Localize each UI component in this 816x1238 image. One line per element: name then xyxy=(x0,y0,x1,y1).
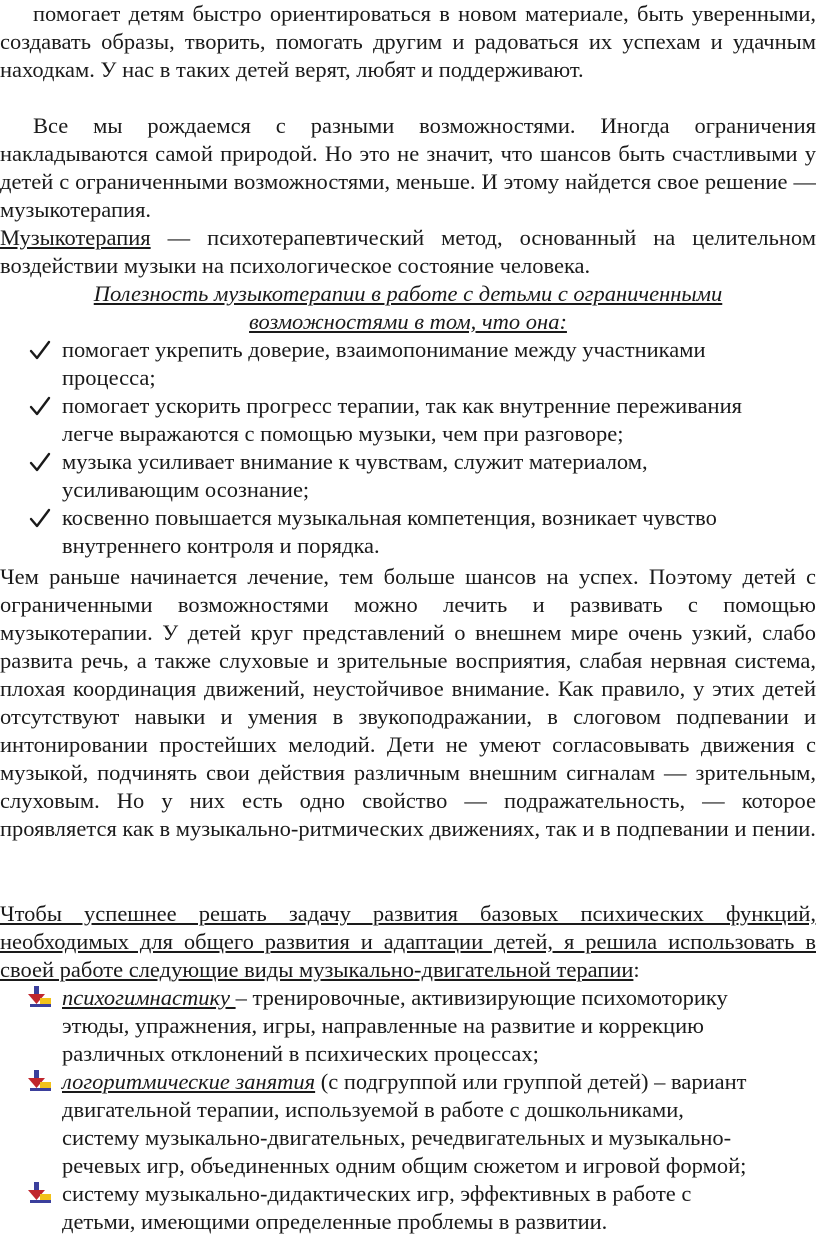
therapy-item-line-2: детьми, имеющими определенные проблемы в развитии. xyxy=(62,1209,608,1234)
definition-text: — психотерапевтический метод, основанный на целительном воздействии музыки на психологическое состояние человека. xyxy=(0,225,816,278)
check-icon xyxy=(28,336,52,364)
therapy-intro-underlined: Чтобы успешнее решать задачу развития базовых психических функций, необходимых для общего развития и адаптации детей, я решила использовать в своей работе следующие виды музыкально-двигательной терапии xyxy=(0,901,816,982)
therapy-item-line-2: двигательной терапии, используемой в работе с дошкольниками, xyxy=(62,1097,684,1122)
intro-paragraph-2: Все мы рождаемся с разными возможностями. Иногда ограничения накладываются самой природой. Но это не значит, что шансов быть счастливыми у детей с ограниченными возможностями, меньше. И этому найдется свое решение — музыкотерапия. xyxy=(0,113,816,222)
benefit-item xyxy=(62,392,816,448)
check-icon xyxy=(28,504,52,532)
intro-paragraph-1: помогает детям быстро ориентироваться в новом материале, быть уверенными, создавать образы, творить, помогать другим и радоваться их успехам и удачным находкам. У нас в таких детей верят, любят и поддерживают. xyxy=(0,1,816,82)
arrow-bullet-icon xyxy=(28,1070,52,1092)
benefit-item-line-2: внутреннего контроля и порядка. xyxy=(62,533,380,558)
benefits-heading-line-1: Полезность музыкотерапии в работе с детьми с ограниченными xyxy=(93,281,723,306)
benefit-item-line-2: процесса; xyxy=(62,365,156,390)
benefits-heading-line-2: возможностями в том, что она: xyxy=(249,309,567,334)
therapy-intro-tail: : xyxy=(633,957,640,982)
therapy-item xyxy=(62,1180,816,1236)
benefit-item xyxy=(62,448,816,504)
benefit-item-line-2: легче выражаются с помощью музыки, чем при разговоре; xyxy=(62,421,624,446)
benefit-item-line-1: музыка усиливает внимание к чувствам, служит материалом, xyxy=(62,449,648,474)
check-icon xyxy=(28,448,52,476)
benefit-item-line-1: помогает укрепить доверие, взаимопонимание между участниками xyxy=(62,337,706,362)
benefit-item-line-1: косвенно повышается музыкальная компетенция, возникает чувство xyxy=(62,505,717,530)
benefit-item-line-1: помогает ускорить прогресс терапии, так как внутренние переживания xyxy=(62,393,742,418)
benefit-item xyxy=(62,504,816,560)
therapy-item-line-4: речевых игр, объединенных одним общим сюжетом и игровой формой; xyxy=(62,1153,747,1178)
therapy-item-line-2: этюды, упражнения, игры, направленные на развитие и коррекцию xyxy=(62,1013,704,1038)
therapy-item-line-3: систему музыкально-двигательных, речедвигательных и музыкально- xyxy=(62,1125,732,1150)
therapy-item-line-1: систему музыкально-дидактических игр, эффективных в работе с xyxy=(62,1181,692,1206)
therapy-item-line-1: (с подгруппой или группой детей) – вариант xyxy=(315,1069,747,1094)
arrow-bullet-icon xyxy=(28,1182,52,1204)
therapy-item-line-3: различных отклонений в психических процессах; xyxy=(62,1041,539,1066)
therapy-intro xyxy=(0,900,816,984)
definition-term: Музыкотерапия xyxy=(0,225,151,250)
benefit-item-line-2: усиливающим осознание; xyxy=(62,477,310,502)
benefits-heading xyxy=(0,280,816,336)
check-icon xyxy=(28,392,52,420)
definition-paragraph xyxy=(0,224,816,280)
treatment-paragraph: Чем раньше начинается лечение, тем больше шансов на успех. Поэтому детей с ограниченными возможностями можно лечить и развивать с помощью музыкотерапии. У детей круг представлений о внешнем мире очень узкий, слабо развита речь, а также слуховые и зрительные восприятия, слабая нервная система, плохая координация движений, неустойчивое внимание. Как правило, у этих детей отсутствуют навыки и умения в звукоподражании, в слоговом подпевании и интонировании простейших мелодий. Дети не умеют согласовывать движения с музыкой, подчинять свои действия различным внешним сигналам — зрительным, слуховым. Но у них есть одно свойство — подражательность, — которое проявляется как в музыкально-ритмических движениях, так и в подпевании и пении. xyxy=(0,564,816,841)
benefit-item xyxy=(62,336,816,392)
therapy-item xyxy=(62,984,816,1068)
therapy-item xyxy=(62,1068,816,1180)
arrow-bullet-icon xyxy=(28,986,52,1008)
therapy-item-term: логоритмические занятия xyxy=(62,1069,316,1094)
therapy-item-term: психогимнастику xyxy=(62,985,236,1010)
therapy-item-line-1: – тренировочные, активизирующие психомоторику xyxy=(235,985,728,1010)
